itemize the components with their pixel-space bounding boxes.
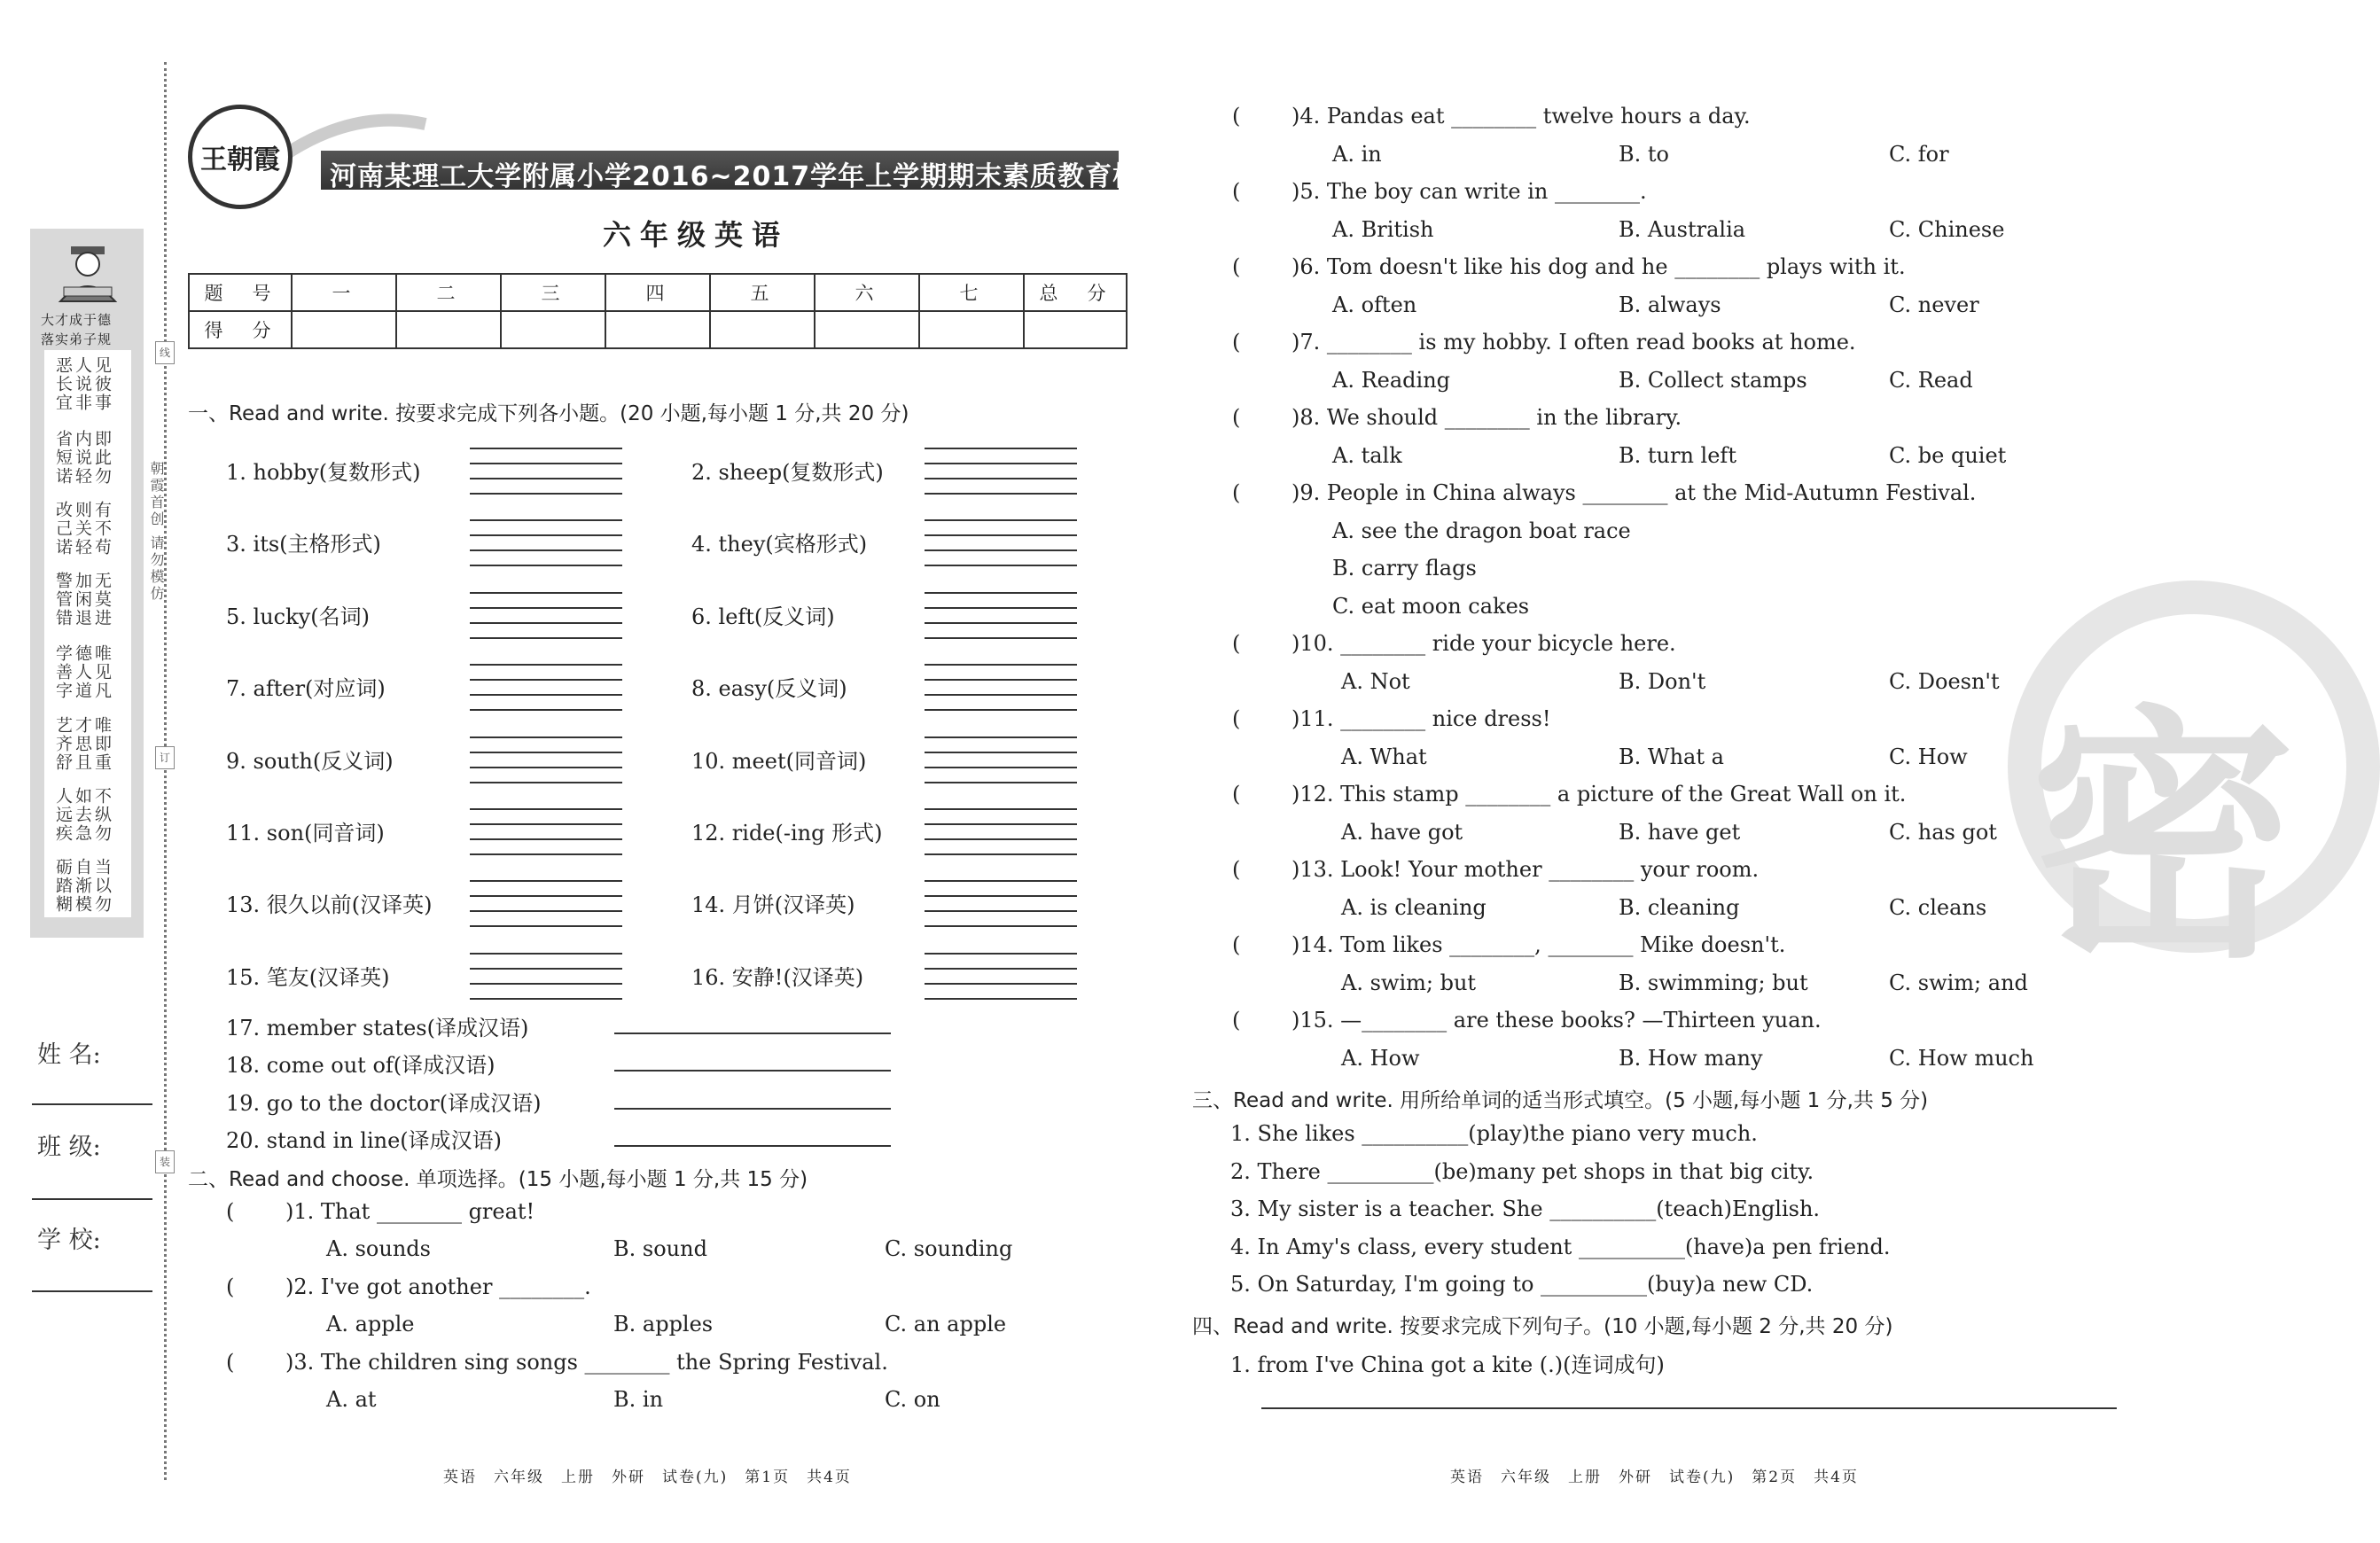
answer-bracket[interactable]: ( [1232, 857, 1241, 882]
option-b: B. turn left [1619, 443, 1736, 468]
question-text: )4. Pandas eat ________ twelve hours a day. [1291, 104, 1751, 129]
answer-bracket[interactable]: ( [226, 1350, 235, 1375]
score-cell[interactable] [815, 311, 919, 348]
notice-text: 朝霞首创 请勿模仿 [148, 461, 165, 604]
question-label: 2. sheep(复数形式) [691, 460, 884, 485]
score-cell[interactable] [710, 311, 815, 348]
rule-column: 唯见凡德人道学善字 [53, 644, 112, 700]
logo-text: 王朝霞 [200, 144, 280, 175]
question-label: 20. stand in line(译成汉语) [226, 1128, 503, 1153]
answer-bracket[interactable]: ( [1232, 631, 1241, 656]
answer-lines[interactable] [925, 651, 1077, 711]
option-b: B. Don't [1619, 669, 1706, 694]
question-text: )2. I've got another ________. [285, 1274, 591, 1299]
score-header-cell: 二 [396, 274, 501, 311]
option-a: A. at [326, 1387, 377, 1412]
option-c: C. Chinese [1889, 217, 2005, 242]
answer-lines[interactable] [470, 579, 622, 639]
option-b: B. What a [1619, 744, 1724, 769]
section2-heading: 二、Read and choose. 单项选择。(15 小题,每小题 1 分,共 15 分) [188, 1168, 808, 1191]
question-label: 6. left(反义词) [691, 604, 835, 629]
cut-mark-bind: 订 [155, 746, 175, 769]
option-b: B. have get [1619, 820, 1741, 845]
section1-heading: 一、Read and write. 按要求完成下列各小题。(20 小题,每小题 1 分,共 20 分) [188, 402, 909, 425]
option-c: C. has got [1889, 820, 1997, 845]
cut-mark-staple: 装 [155, 1150, 175, 1173]
score-header-cell: 一 [292, 274, 396, 311]
question-text: )5. The boy can write in ________. [1291, 179, 1647, 204]
score-table [188, 273, 1128, 349]
score-cell[interactable] [292, 311, 396, 348]
question-label: 7. after(对应词) [226, 676, 386, 701]
question-text: )7. ________ is my hobby. I often read books at home. [1291, 330, 1856, 355]
option-b: B. apples [613, 1312, 714, 1336]
option-b: B. always [1619, 292, 1721, 317]
question-label: 14. 月饼(汉译英) [691, 892, 855, 917]
question-text: )15. —________ are these books? —Thirteen yuan. [1291, 1008, 1822, 1033]
question-label: 8. easy(反义词) [691, 676, 847, 701]
option-c: C. never [1889, 292, 1979, 317]
score-header-cell: 五 [710, 274, 815, 311]
option-c: C. on [885, 1387, 940, 1412]
option-b: B. carry flags [1332, 556, 1477, 581]
answer-line[interactable] [614, 1145, 891, 1147]
score-cell[interactable] [919, 311, 1024, 348]
rule-column: 无莫进加闲退警管错 [53, 572, 112, 627]
watermark-glyph: 密 [2030, 684, 2296, 994]
answer-bracket[interactable]: ( [1232, 254, 1241, 279]
rule-column: 唯即重才思且艺齐舒 [53, 716, 112, 772]
answer-bracket[interactable]: ( [1232, 932, 1241, 957]
option-a: A. talk [1332, 443, 1402, 468]
option-a: A. Reading [1332, 368, 1451, 393]
answer-lines[interactable] [470, 939, 622, 1000]
answer-bracket[interactable]: ( [226, 1199, 235, 1224]
rule-column: 有不苟则关轻改己诺 [53, 501, 112, 557]
answer-bracket[interactable]: ( [1232, 179, 1241, 204]
score-header-cell: 四 [605, 274, 710, 311]
exam-title: 河南某理工大学附属小学2016~2017学年上学期期末素质教育检测试卷 [330, 161, 1223, 192]
score-cell[interactable] [501, 311, 605, 348]
question-text: )13. Look! Your mother ________ your room. [1291, 857, 1760, 882]
fill-item: 1. She likes __________(play)the piano very much. [1230, 1121, 1758, 1146]
answer-lines[interactable] [470, 867, 622, 927]
question-label: 16. 安静!(汉译英) [691, 965, 864, 990]
option-c: C. for [1889, 142, 1949, 167]
answer-line[interactable] [1261, 1407, 2117, 1409]
answer-bracket[interactable]: ( [1232, 706, 1241, 731]
score-cell[interactable] [396, 311, 501, 348]
question-text: )6. Tom doesn't like his dog and he ________ plays with it. [1291, 254, 1906, 279]
answer-lines[interactable] [925, 867, 1077, 927]
subject-title: 六年级英语 [603, 218, 790, 252]
option-c: C. sounding [885, 1236, 1013, 1261]
answer-lines[interactable] [925, 434, 1077, 495]
answer-bracket[interactable]: ( [226, 1274, 235, 1299]
option-c: C. cleans [1889, 895, 1987, 920]
question-text: )1. That ________ great! [285, 1199, 535, 1224]
rule-column: 当以勿自渐模砺踏糊 [53, 858, 112, 914]
logo-seal [188, 105, 293, 209]
score-cell[interactable] [1024, 311, 1127, 348]
question-text: )3. The children sing songs ________ the Spring Festival. [285, 1350, 888, 1375]
school-field[interactable] [32, 1290, 152, 1292]
score-header-cell: 六 [815, 274, 919, 311]
question-label: 9. south(反义词) [226, 749, 394, 774]
option-c: C. be quiet [1889, 443, 2007, 468]
question-text: )11. ________ nice dress! [1291, 706, 1551, 731]
option-c: C. How [1889, 744, 1968, 769]
answer-lines[interactable] [470, 506, 622, 566]
page-footer-left: 英语 六年级 上册 外研 试卷(九) 第1页 共4页 [443, 1469, 852, 1486]
motto-line-2: 落实弟子规 [41, 331, 113, 347]
rule-column: 即此勿内说轻省短诺 [53, 430, 112, 486]
option-c: C. Read [1889, 368, 1973, 393]
scholar-illustration [51, 238, 124, 304]
question-label: 12. ride(-ing 形式) [691, 821, 883, 846]
binding-cut-line [164, 62, 167, 1480]
score-header-cell: 七 [919, 274, 1024, 311]
option-a: A. How [1341, 1046, 1420, 1071]
question-text: )12. This stamp ________ a picture of the Great Wall on it. [1291, 782, 1907, 807]
fill-item: 2. There __________(be)many pet shops in that big city. [1230, 1159, 1814, 1184]
answer-bracket[interactable]: ( [1232, 330, 1241, 355]
option-a: A. swim; but [1341, 970, 1477, 995]
option-a: A. is cleaning [1341, 895, 1487, 920]
option-b: B. to [1619, 142, 1669, 167]
section4-heading: 四、Read and write. 按要求完成下列句子。(10 小题,每小题 2 分,共 20 分) [1192, 1315, 1893, 1338]
option-a: A. sounds [326, 1236, 431, 1261]
answer-lines[interactable] [470, 651, 622, 711]
option-a: A. in [1332, 142, 1382, 167]
sentence-item: 1. from I've China got a kite (.)(连词成句) [1230, 1352, 1665, 1377]
score-header-cell: 三 [501, 274, 605, 311]
option-b: B. Collect stamps [1619, 368, 1807, 393]
option-c: C. Doesn't [1889, 669, 2000, 694]
question-label: 18. come out of(译成汉语) [226, 1053, 496, 1078]
answer-lines[interactable] [925, 795, 1077, 855]
option-b: B. Australia [1619, 217, 1746, 242]
rule-column: 不纵勿如去急人远疾 [53, 787, 112, 843]
class-field[interactable] [32, 1198, 152, 1200]
class-label: 班 级: [37, 1134, 101, 1161]
page-footer-right: 英语 六年级 上册 外研 试卷(九) 第2页 共4页 [1450, 1469, 1859, 1486]
answer-line[interactable] [614, 1108, 891, 1110]
question-label: 4. they(宾格形式) [691, 532, 868, 557]
cut-mark-line: 线 [155, 341, 175, 364]
answer-lines[interactable] [470, 434, 622, 495]
answer-lines[interactable] [925, 506, 1077, 566]
option-c: C. eat moon cakes [1332, 594, 1530, 619]
question-label: 17. member states(译成汉语) [226, 1016, 529, 1040]
question-text: )8. We should ________ in the library. [1291, 405, 1682, 430]
option-a: A. Not [1341, 669, 1410, 694]
option-a: A. apple [326, 1312, 415, 1336]
option-c: C. swim; and [1889, 970, 2028, 995]
question-label: 19. go to the doctor(译成汉语) [226, 1091, 542, 1116]
question-text: )14. Tom likes ________, ________ Mike doesn't. [1291, 932, 1786, 957]
question-text: )9. People in China always ________ at the Mid-Autumn Festival. [1291, 480, 1977, 505]
answer-lines[interactable] [470, 723, 622, 783]
option-b: B. in [613, 1387, 664, 1412]
answer-bracket[interactable]: ( [1232, 1008, 1241, 1033]
answer-line[interactable] [614, 1033, 891, 1034]
question-label: 13. 很久以前(汉译英) [226, 892, 433, 917]
question-label: 15. 笔友(汉译英) [226, 965, 390, 990]
answer-lines[interactable] [925, 579, 1077, 639]
option-b: B. How many [1619, 1046, 1763, 1071]
answer-lines[interactable] [470, 795, 622, 855]
question-text: )10. ________ ride your bicycle here. [1291, 631, 1676, 656]
option-a: A. British [1332, 217, 1434, 242]
answer-bracket[interactable]: ( [1232, 782, 1241, 807]
name-label: 姓 名: [37, 1041, 101, 1069]
section3-heading: 三、Read and write. 用所给单词的适当形式填空。(5 小题,每小题 1 分,共 5 分) [1192, 1089, 1929, 1112]
rule-column: 见彼事人说非恶长宜 [53, 356, 112, 412]
question-label: 3. its(主格形式) [226, 532, 381, 557]
score-row-label: 得 分 [189, 311, 292, 348]
option-a: A. often [1332, 292, 1417, 317]
answer-bracket[interactable]: ( [1232, 480, 1241, 505]
motto-line-1: 大才成于德 [41, 312, 113, 328]
option-b: B. sound [613, 1236, 707, 1261]
answer-line[interactable] [614, 1070, 891, 1072]
question-label: 10. meet(同音词) [691, 749, 867, 774]
question-label: 11. son(同音词) [226, 821, 385, 846]
fill-item: 5. On Saturday, I'm going to __________(buy)a new CD. [1230, 1272, 1814, 1297]
answer-lines[interactable] [925, 723, 1077, 783]
answer-bracket[interactable]: ( [1232, 104, 1241, 129]
option-c: C. an apple [885, 1312, 1007, 1336]
score-cell[interactable] [605, 311, 710, 348]
question-label: 1. hobby(复数形式) [226, 460, 421, 485]
option-a: A. What [1341, 744, 1427, 769]
answer-lines[interactable] [925, 939, 1077, 1000]
name-field[interactable] [32, 1103, 152, 1105]
option-c: C. How much [1889, 1046, 2034, 1071]
question-label: 5. lucky(名词) [226, 604, 370, 629]
score-header-cell: 题 号 [189, 274, 292, 311]
option-b: B. cleaning [1619, 895, 1740, 920]
option-a: A. see the dragon boat race [1332, 518, 1631, 543]
option-b: B. swimming; but [1619, 970, 1808, 995]
fill-item: 3. My sister is a teacher. She __________(teach)English. [1230, 1196, 1821, 1221]
answer-bracket[interactable]: ( [1232, 405, 1241, 430]
option-a: A. have got [1341, 820, 1463, 845]
fill-item: 4. In Amy's class, every student __________(have)a pen friend. [1230, 1235, 1891, 1259]
score-header-cell: 总 分 [1024, 274, 1127, 311]
school-label: 学 校: [37, 1227, 101, 1254]
